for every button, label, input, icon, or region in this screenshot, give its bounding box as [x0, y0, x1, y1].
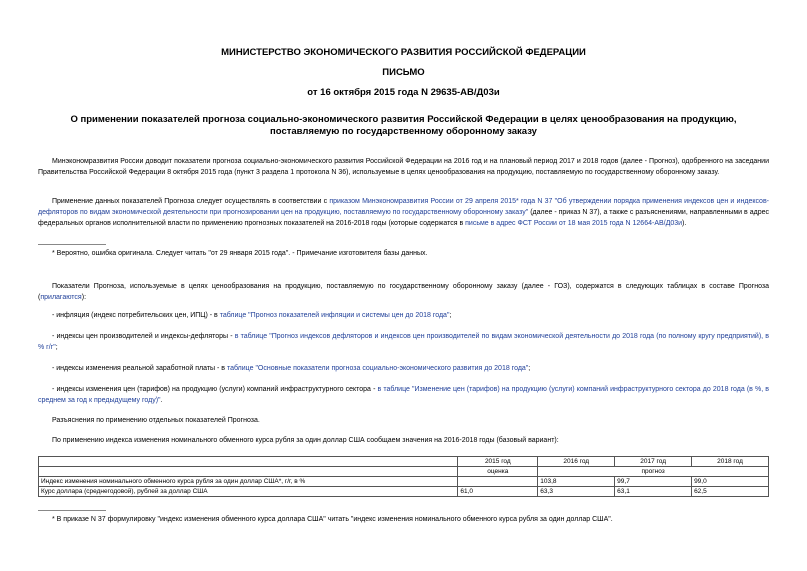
paragraph-text: ). — [682, 220, 687, 227]
paragraph-text: ): — [81, 294, 87, 301]
table-header-cell: 2018 год — [692, 457, 769, 467]
ministry-heading: МИНИСТЕРСТВО ЭКОНОМИЧЕСКОГО РАЗВИТИЯ РОССИЙСКОЙ ФЕДЕРАЦИИ — [221, 47, 586, 58]
table-cell: 63,1 — [615, 487, 692, 497]
table-cell: 103,8 — [538, 477, 615, 487]
table-cell: 62,5 — [692, 487, 769, 497]
attachments-link[interactable]: прилагаются — [40, 294, 82, 301]
bullet-text: - индексы цен производителей и индексы-дефляторы - — [52, 333, 235, 340]
bullet-text: - инфляция (индекс потребительских цен, ИПЦ) - в — [52, 312, 220, 319]
table-cell: 99,0 — [692, 477, 769, 487]
bullet-text: ; — [55, 344, 58, 351]
table-cell — [458, 477, 538, 487]
footnote-order-37: * В приказе N 37 формулировку "индекс изменения обменного курса доллара США" читать "индекс изменения номинального обменного курса рубля за один доллар США". — [52, 516, 613, 523]
inflation-table-link[interactable]: таблице "Прогноз показателей инфляции и системы цен до 2018 года" — [219, 312, 450, 319]
bullet-inflation — [38, 310, 769, 321]
bullet-text: . — [160, 397, 163, 404]
tariffs-table-link[interactable]: в таблице "Изменение цен (тарифов) на продукцию (услуги) компаний инфраструктурного сектора до 2018 года (в %, в среднем за год к предыдущему году)" — [38, 386, 769, 404]
bullet-text: ; — [449, 312, 452, 319]
paragraph-application — [38, 196, 769, 229]
bullet-tariffs — [38, 384, 769, 406]
footnote-error: * Вероятно, ошибка оригинала. Следует читать "от 29 января 2015 года". - Примечание изготовителя базы данных. — [52, 250, 428, 257]
paragraph-text: Применение данных показателей Прогноза следует осуществлять в соответствии с — [52, 198, 330, 205]
order-37-link[interactable]: приказом Минэкономразвития России от 29 апреля 2015* года N 37 "Об утверждении порядка применения индексов цен и индексов-дефляторов по видам экономической деятельности при прогнозировании цен на продукцию, поставляемую по государственному оборонному заказу" — [38, 198, 769, 216]
table-header-cell — [39, 457, 458, 467]
footnote-divider — [38, 244, 106, 245]
table-cell: 61,0 — [458, 487, 538, 497]
document-date: от 16 октября 2015 года N 29635-АВ/Д03и — [307, 87, 500, 98]
paragraph-exchange-rate: По применению индекса изменения номинального обменного курса рубля за один доллар США сообщаем значения на 2016-2018 годы (базовый вариант): — [52, 437, 559, 444]
table-cell: 99,7 — [615, 477, 692, 487]
footnote-divider — [38, 510, 106, 511]
exchange-rate-table — [38, 456, 769, 497]
paragraph-text: Показатели Прогноза, используемые в целях ценообразования на продукцию, поставляемую по государственному оборонному заказу (далее - ГОЗ), содержатся в следующих таблицах в составе Прогноза ( — [38, 283, 769, 301]
table-subheader-cell — [39, 467, 458, 477]
bullet-text: - индексы изменения цен (тарифов) на продукцию (услуги) компаний инфраструктурного сектора - — [52, 386, 378, 393]
bullet-deflators — [38, 331, 769, 353]
table-subheader-cell: оценка — [458, 467, 538, 477]
bullet-text: - индексы изменения реальной заработной платы - в — [52, 365, 227, 372]
table-header-cell: 2015 год — [458, 457, 538, 467]
paragraph-explanations: Разъяснения по применению отдельных показателей Прогноза. — [52, 417, 260, 424]
table-subheader-row — [39, 467, 769, 477]
table-header-cell: 2017 год — [615, 457, 692, 467]
table-header-row — [39, 457, 769, 467]
paragraph-intro: Минэкономразвития России доводит показатели прогноза социально-экономического развития Российской Федерации на 2016 год и на плановый период 2017 и 2018 годов (далее - Прогноз), одобренного на заседании Правительства Российской Федерации 8 октября 2015 года (пункт 3 раздела 1 протокола N 36), используемые в целях ценообразования на продукцию, поставляемую по государственному оборонному заказу. — [38, 158, 769, 176]
document-type: ПИСЬМО — [382, 67, 425, 78]
table-cell: Индекс изменения номинального обменного курса рубля за один доллар США*, г/г, в % — [39, 477, 458, 487]
table-cell: 63,3 — [538, 487, 615, 497]
fst-letter-link[interactable]: письме в адрес ФСТ России от 18 мая 2015 года N 12664-АВ/Д03и — [465, 220, 683, 227]
table-row — [39, 477, 769, 487]
bullet-wages — [38, 363, 769, 374]
table-subheader-cell: прогноз — [538, 467, 769, 477]
bullet-text: ; — [528, 365, 531, 372]
table-cell: Курс доллара (среднегодовой), рублей за доллар США — [39, 487, 458, 497]
deflators-table-link[interactable]: в таблице "Прогноз индексов дефляторов и индексов цен производителей по видам экономической деятельности до 2018 года (по полному кругу предприятий), в % г/г" — [38, 333, 769, 351]
forecast-table-link[interactable]: таблице "Основные показатели прогноза социально-экономического развития до 2018 года" — [226, 365, 529, 372]
table-row — [39, 487, 769, 497]
paragraph-text: (далее - приказ N 37), а также с разъяснениями, направленными в адрес федеральных органов исполнительной власти по применению прогнозных показателей на 2016-2018 годы (которые содержатся в — [38, 209, 769, 227]
document-title: О применении показателей прогноза социально-экономического развития Российской Федерации в целях ценообразования на продукцию, поставляемую по государственному оборонному заказу — [70, 114, 737, 137]
table-header-cell: 2016 год — [538, 457, 615, 467]
paragraph-indicators — [38, 281, 769, 303]
